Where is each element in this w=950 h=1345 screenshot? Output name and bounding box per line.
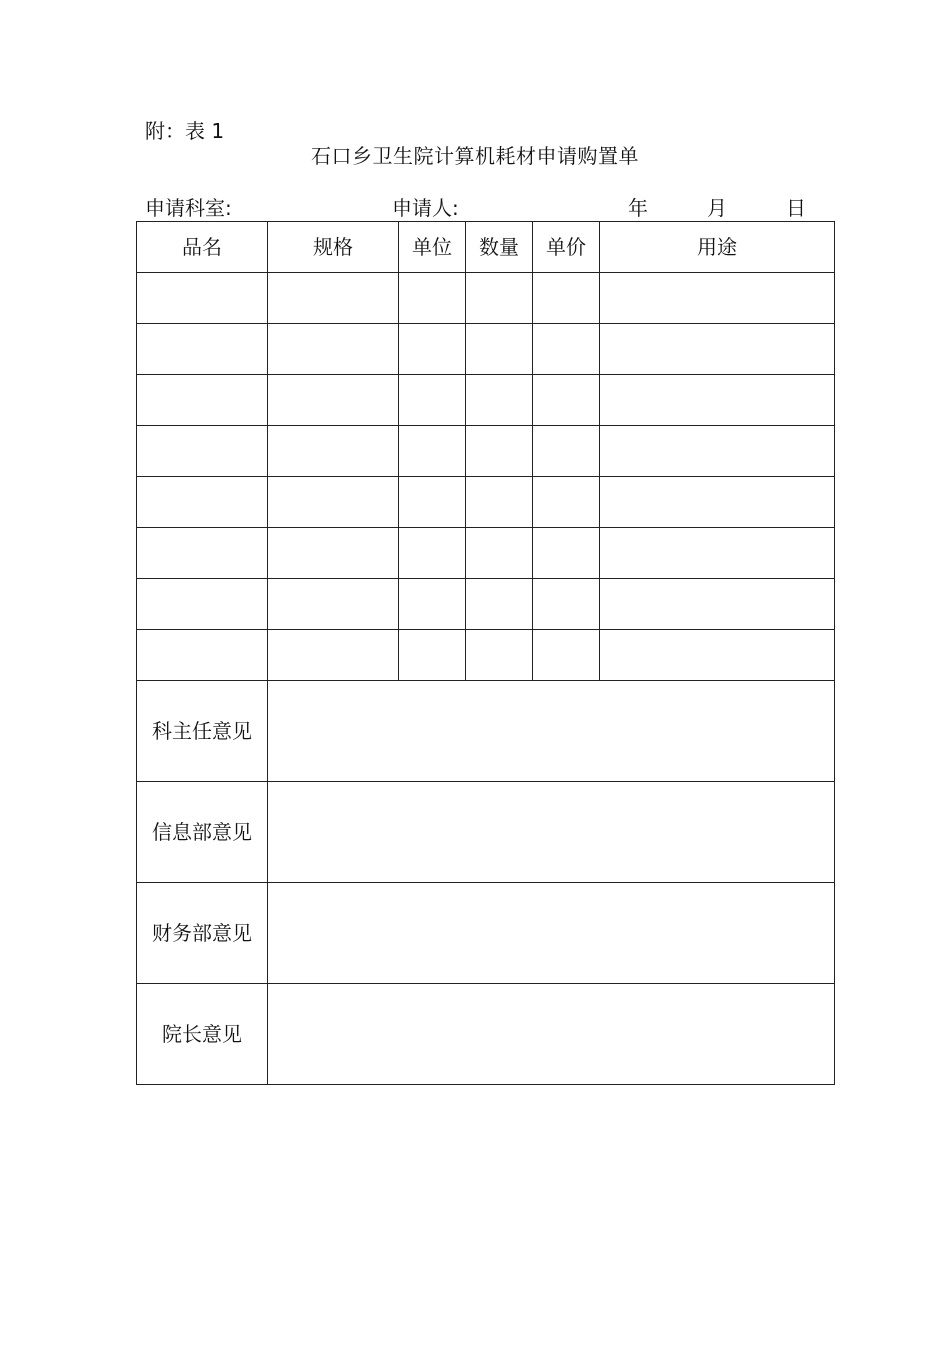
opinion-field[interactable] — [268, 681, 835, 782]
specification-cell[interactable] — [268, 528, 399, 579]
attachment-label: 附：表 1 — [145, 119, 225, 143]
specification-cell[interactable] — [268, 426, 399, 477]
item-name-cell[interactable] — [137, 375, 268, 426]
purchase-request-table — [136, 221, 835, 1085]
unit-cell[interactable] — [399, 528, 466, 579]
item-name-cell[interactable] — [137, 324, 268, 375]
month-label: 月 — [707, 196, 727, 220]
table-row — [137, 324, 835, 375]
unit-cell[interactable] — [399, 375, 466, 426]
opinion-field[interactable] — [268, 984, 835, 1085]
quantity-cell[interactable] — [466, 273, 533, 324]
purpose-cell[interactable] — [600, 579, 835, 630]
opinion-field[interactable] — [268, 883, 835, 984]
item-name-cell[interactable] — [137, 477, 268, 528]
column-header-purpose: 用途 — [600, 222, 835, 273]
opinion-label: 院长意见 — [137, 984, 268, 1085]
purpose-cell[interactable] — [600, 630, 835, 681]
quantity-cell[interactable] — [466, 528, 533, 579]
unit-cell[interactable] — [399, 426, 466, 477]
opinion-label: 财务部意见 — [137, 883, 268, 984]
item-name-cell[interactable] — [137, 426, 268, 477]
unit-price-cell[interactable] — [533, 375, 600, 426]
unit-price-cell[interactable] — [533, 324, 600, 375]
department-label: 申请科室: — [145, 196, 232, 220]
column-header-specification: 规格 — [268, 222, 399, 273]
quantity-cell[interactable] — [466, 579, 533, 630]
year-label: 年 — [628, 196, 648, 220]
item-name-cell[interactable] — [137, 528, 268, 579]
table-header-row — [137, 222, 835, 273]
purpose-cell[interactable] — [600, 324, 835, 375]
table-row — [137, 579, 835, 630]
column-header-quantity: 数量 — [466, 222, 533, 273]
quantity-cell[interactable] — [466, 375, 533, 426]
quantity-cell[interactable] — [466, 477, 533, 528]
item-name-cell[interactable] — [137, 579, 268, 630]
unit-price-cell[interactable] — [533, 579, 600, 630]
quantity-cell[interactable] — [466, 630, 533, 681]
opinion-row — [137, 984, 835, 1085]
item-name-cell[interactable] — [137, 630, 268, 681]
table-row — [137, 528, 835, 579]
specification-cell[interactable] — [268, 630, 399, 681]
unit-cell[interactable] — [399, 324, 466, 375]
table-row — [137, 477, 835, 528]
unit-price-cell[interactable] — [533, 477, 600, 528]
day-label: 日 — [786, 196, 806, 220]
unit-cell[interactable] — [399, 477, 466, 528]
opinion-label: 科主任意见 — [137, 681, 268, 782]
unit-cell[interactable] — [399, 579, 466, 630]
opinion-label: 信息部意见 — [137, 782, 268, 883]
form-title: 石口乡卫生院计算机耗材申请购置单 — [311, 144, 639, 168]
opinion-row — [137, 681, 835, 782]
table-row — [137, 375, 835, 426]
specification-cell[interactable] — [268, 477, 399, 528]
table-row — [137, 273, 835, 324]
purpose-cell[interactable] — [600, 375, 835, 426]
unit-price-cell[interactable] — [533, 630, 600, 681]
column-header-unit-price: 单价 — [533, 222, 600, 273]
opinion-field[interactable] — [268, 782, 835, 883]
opinion-row — [137, 782, 835, 883]
specification-cell[interactable] — [268, 375, 399, 426]
specification-cell[interactable] — [268, 273, 399, 324]
applicant-label: 申请人: — [392, 196, 459, 220]
purpose-cell[interactable] — [600, 477, 835, 528]
table-row — [137, 630, 835, 681]
item-name-cell[interactable] — [137, 273, 268, 324]
quantity-cell[interactable] — [466, 426, 533, 477]
opinion-row — [137, 883, 835, 984]
unit-price-cell[interactable] — [533, 273, 600, 324]
table-row — [137, 426, 835, 477]
unit-cell[interactable] — [399, 630, 466, 681]
column-header-unit: 单位 — [399, 222, 466, 273]
column-header-item-name: 品名 — [137, 222, 268, 273]
purpose-cell[interactable] — [600, 426, 835, 477]
specification-cell[interactable] — [268, 579, 399, 630]
unit-price-cell[interactable] — [533, 528, 600, 579]
unit-price-cell[interactable] — [533, 426, 600, 477]
quantity-cell[interactable] — [466, 324, 533, 375]
specification-cell[interactable] — [268, 324, 399, 375]
purpose-cell[interactable] — [600, 528, 835, 579]
purpose-cell[interactable] — [600, 273, 835, 324]
unit-cell[interactable] — [399, 273, 466, 324]
